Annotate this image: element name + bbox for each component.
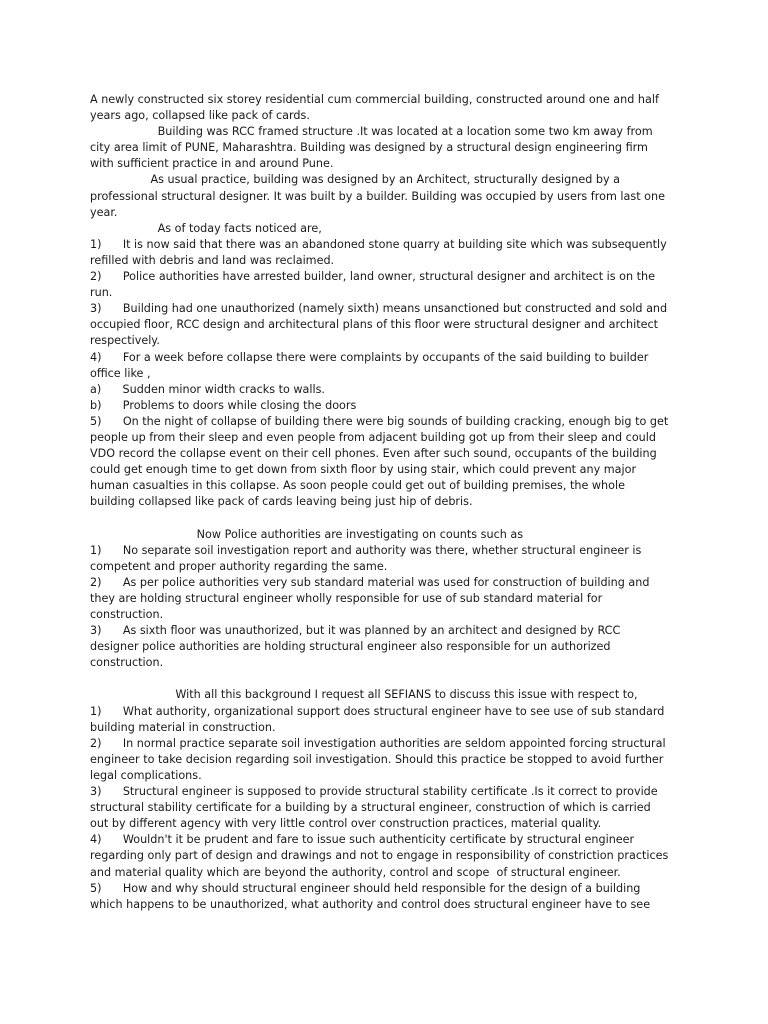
- text-line: regarding only part of design and drawings and not to engage in responsibility of constriction practices: [90, 849, 669, 863]
- text-line: run.: [90, 286, 113, 300]
- text-line: 1) It is now said that there was an abandoned stone quarry at building site which was subsequently: [90, 237, 667, 251]
- text-line: A newly constructed six storey residential cum commercial building, constructed around one and half: [90, 93, 659, 106]
- text-line: engineer to take decision regarding soil investigation. Should this practice be stopped to avoid further: [90, 752, 664, 766]
- text-line: building collapsed like pack of cards leaving being just hip of debris.: [90, 495, 473, 509]
- text-line: people up from their sleep and even people from adjacent building got up from their sleep and could: [90, 430, 656, 444]
- text-line: 4) For a week before collapse there were complaints by occupants of the said building to builder: [90, 350, 649, 364]
- text-line: respectively.: [90, 334, 160, 348]
- text-line: occupied floor, RCC design and architectural plans of this floor were structural designer and architect: [90, 318, 659, 332]
- blank-line: [90, 671, 685, 687]
- blank-line: [90, 510, 685, 526]
- text-line: they are holding structural engineer wholly responsible for use of sub standard material for: [90, 591, 603, 605]
- text-line: with sufficient practice in and around Pune.: [90, 157, 334, 171]
- text-line: year.: [90, 205, 118, 219]
- text-line: b) Problems to doors while closing the doors: [90, 398, 357, 412]
- text-line: 1) No separate soil investigation report and authority was there, whether structural engineer is: [90, 543, 642, 557]
- text-line: and material quality which are beyond the authority, control and scope of structural engineer.: [90, 865, 621, 879]
- text-line: 3) Building had one unauthorized (namely sixth) means unsanctioned but constructed and sold and: [90, 302, 668, 316]
- text-line: refilled with debris and land was reclaimed.: [90, 253, 335, 267]
- text-line: legal complications.: [90, 768, 202, 782]
- text-line: VDO record the collapse event on their cell phones. Even after such sound, occupants of the building: [90, 447, 657, 461]
- text-line: structural stability certificate for a building by a structural engineer, construction of which is carried: [90, 801, 651, 815]
- text-line: 4) Wouldn't it be prudent and fare to issue such authenticity certificate by structural engineer: [90, 833, 635, 847]
- text-line: 5) On the night of collapse of building there were big sounds of building cracking, enough big to get: [90, 414, 669, 428]
- document-page: [90, 92, 685, 913]
- text-line: 5) How and why should structural engineer should held responsible for the design of a building: [90, 881, 641, 895]
- text-line: out by different agency with very little control over construction practices, material quality.: [90, 817, 602, 831]
- text-line: construction.: [90, 608, 164, 621]
- text-line: 1) What authority, organizational support does structural engineer have to see use of sub standard: [90, 704, 665, 718]
- text-line: designer police authorities are holding structural engineer also responsible for un authorized: [90, 640, 611, 654]
- text-line: construction.: [90, 656, 164, 670]
- text-line: could get enough time to get down from sixth floor by using stair, which could prevent any major: [90, 463, 637, 477]
- text-line: competent and proper authority regarding the same.: [90, 559, 388, 573]
- text-line: With all this background I request all SEFIANS to discuss this issue with respect to,: [90, 688, 638, 702]
- text-line: years ago, collapsed like pack of cards.: [90, 109, 310, 123]
- text-line: As of today facts noticed are,: [90, 221, 322, 235]
- text-line: 3) As sixth floor was unauthorized, but it was planned by an architect and designed by RCC: [90, 624, 621, 638]
- text-line: 2) As per police authorities very sub standard material was used for construction of building and: [90, 575, 650, 589]
- text-line: city area limit of PUNE, Maharashtra. Building was designed by a structural design engineering firm: [90, 141, 648, 155]
- text-line: Building was RCC framed structure .It was located at a location some two km away from: [90, 125, 653, 139]
- text-line: Now Police authorities are investigating on counts such as: [90, 527, 524, 541]
- text-line: As usual practice, building was designed by an Architect, structurally designed by a: [90, 173, 621, 187]
- text-line: office like ,: [90, 366, 151, 380]
- text-line: professional structural designer. It was built by a builder. Building was occupied by users from last one: [90, 189, 665, 203]
- text-line: 2) In normal practice separate soil investigation authorities are seldom appointed forcing structural: [90, 736, 666, 750]
- text-line: human casualties in this collapse. As soon people could get out of building premises, the whole: [90, 479, 625, 493]
- text-line: building material in construction.: [90, 720, 276, 734]
- text-line: 2) Police authorities have arrested builder, land owner, structural designer and architect is on the: [90, 270, 655, 284]
- text-line: 3) Structural engineer is supposed to provide structural stability certificate .Is it correct to provide: [90, 785, 658, 799]
- text-line: which happens to be unauthorized, what authority and control does structural engineer have to see: [90, 897, 651, 911]
- text-line: a) Sudden minor width cracks to walls.: [90, 382, 325, 396]
